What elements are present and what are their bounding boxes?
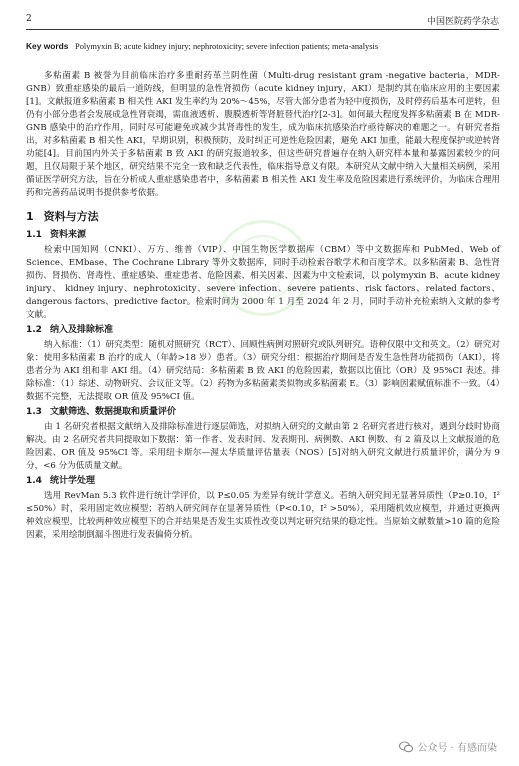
paragraph-1-4: 选用 RevMan 5.3 软件进行统计学评价，以 P≤0.05 为差异有统计学意义。若纳入研究间无显著异质性（P≥0.10，I² ≤50%）时，采用固定效应模型；若纳入研究间存在显著异质性（P<0.10，I² >50%），采用随机效应模型，并通过更换两种效应模型，比较两种效应模型下的合并结果是否发生实质性改变以判定研究结果的稳定性。当原始文献数量>10 篇的危险因素，采用绘制倒漏斗图进行发表偏倚分析。	[26, 491, 500, 540]
paragraph-1-3: 由 1 名研究者根据文献纳入及排除标准进行逐层筛选，对拟纳入研究的文献由第 2 名研究者进行核对，遇到分歧时协商解决。由 2 名研究者共同提取如下数据：第一作者、发表时间、发表期刊、病例数、AKI 例数、有 2 篇及以上文献报道的危险因素、OR 值及 95%CI 等。采用纽卡斯尔—渥太华质量评估量表（NOS）[5]对纳入研究文献进行质量评价，满分为 9 分，<6 分为低质量文献。	[26, 422, 500, 471]
header-rule	[26, 29, 499, 30]
paragraph-1-1: 检索中国知网（CNKI）、万方、维普（VIP）、中国生物医学数据库（CBM）等中文数据库和 PubMed、Web of Science、EMbase、The Cochrane Library 等外文数据库，同时手动检索谷歌学术和百度学术。以多粘菌素 B、急性肾损伤、肾损伤、肾毒性、重症感染、重症患者、危险因素、相关因素、因素为中文检索词，以 polymyxin B、acute kidney injury、 kidney injury、nephrotoxicity、severe infection、severe patients、risk factors、related factors、dangerous factors、predictive factor。检索时间为 2000 年 1 月至 2024 年 2 月，同时手动补充检索纳入文献的参考文献。	[26, 245, 500, 320]
keywords-line	[26, 40, 499, 53]
subsection-title: 文献筛选、数据提取和质量评价	[49, 407, 176, 417]
section-number: 1	[26, 210, 34, 223]
journal-name: 中国医院药学杂志	[426, 17, 499, 27]
wechat-icon	[399, 741, 413, 753]
subsection-title: 纳入及排除标准	[49, 325, 113, 335]
paragraph-1-2: 纳入标准：（1）研究类型：随机对照研究（RCT）、回顾性病例对照研究或队列研究。语种仅限中文和英文。（2）研究对象：使用多粘菌素 B 治疗的成人（年龄>18 岁）患者。（3）研究分组：根据治疗期间是否发生急性肾功能损伤（AKI），将患者分为 AKI 组和非 AKI 组。（4）研究结局：多粘菌素 B 致 AKI 的危险因素，数据以比值比（OR）及 95%CI 表述。排除标准：（1）综述、动物研究、会议征文等。（2）药物为多粘菌素类似物或多粘菌素 E。（3）影响因素赋值标准不一致。（4）数据不完整，无法提取 OR 值及 95%CI 值。	[26, 340, 500, 402]
article-body	[26, 70, 500, 542]
subsection-heading-1-3	[26, 406, 500, 419]
wechat-account-tag	[399, 739, 497, 754]
subsection-number: 1.2	[26, 325, 42, 335]
subsection-title: 统计学处理	[49, 476, 95, 486]
page-header	[26, 14, 499, 28]
subsection-number: 1.3	[26, 407, 42, 417]
section-heading	[26, 210, 500, 223]
section-title: 资料与方法	[43, 210, 99, 223]
subsection-heading-1-1	[26, 229, 500, 242]
keywords-label: Key words	[26, 41, 69, 51]
subsection-heading-1-2	[26, 324, 500, 337]
wechat-account-name: 公众号 · 有感而染	[417, 743, 497, 754]
subsection-title: 资料来源	[49, 230, 86, 240]
subsection-heading-1-4	[26, 475, 500, 488]
keywords-text: Polymyxin B; acute kidney injury; nephrotoxicity; severe infection patients; meta-analysis	[75, 42, 379, 51]
subsection-number: 1.1	[26, 230, 42, 240]
subsection-number: 1.4	[26, 476, 42, 486]
intro-paragraph: 多粘菌素 B 被誉为目前临床治疗多重耐药革兰阴性菌（Multi-drug resistant gram -negative bacteria，MDR-GNB）致重症感染的最后一道防线，但明显的急性肾损伤（acute kidney injury，AKI）是制约其在临床应用的主要因素[1]。文献报道多粘菌素 B 相关性 AKI 发生率约为 20%～45%，尽管大部分患者为轻中度损伤，及时停药后基本可逆转，但仍有小部分患者会发展成急性肾衰竭，需血液透析、腹膜透析等肾脏替代治疗[2-3]。如何最大程度发挥多粘菌素 B 在 MDR-GNB 感染中的治疗作用，同时尽可能避免或减少其肾毒性的发生，成为临床抗感染治疗亟待解决的难题之一。有研究者指出，对多粘菌素 B 相关性 AKI，早期识别，积极预防，及时纠正可逆性危险因素，避免 AKI 加重，能最大程度保护或逆转肾功能[4]。目前国内外关于多粘菌素 B 致 AKI 的研究报道较多，但这些研究普遍存在纳入研究样本量和暴露因素较少的问题，且仅局限于某个地区，研究结果不完全一致和缺乏代表性，临床指导意义有限。本研究从文献中纳入大量相关病例，采用循证医学研究方法，旨在分析成人重症感染患者中，多粘菌素 B 相关性 AKI 发生率及危险因素进行系统评价，为临床合理用药和完善药品说明书提供参考依据。	[26, 71, 500, 198]
page-number: 2	[26, 14, 32, 24]
